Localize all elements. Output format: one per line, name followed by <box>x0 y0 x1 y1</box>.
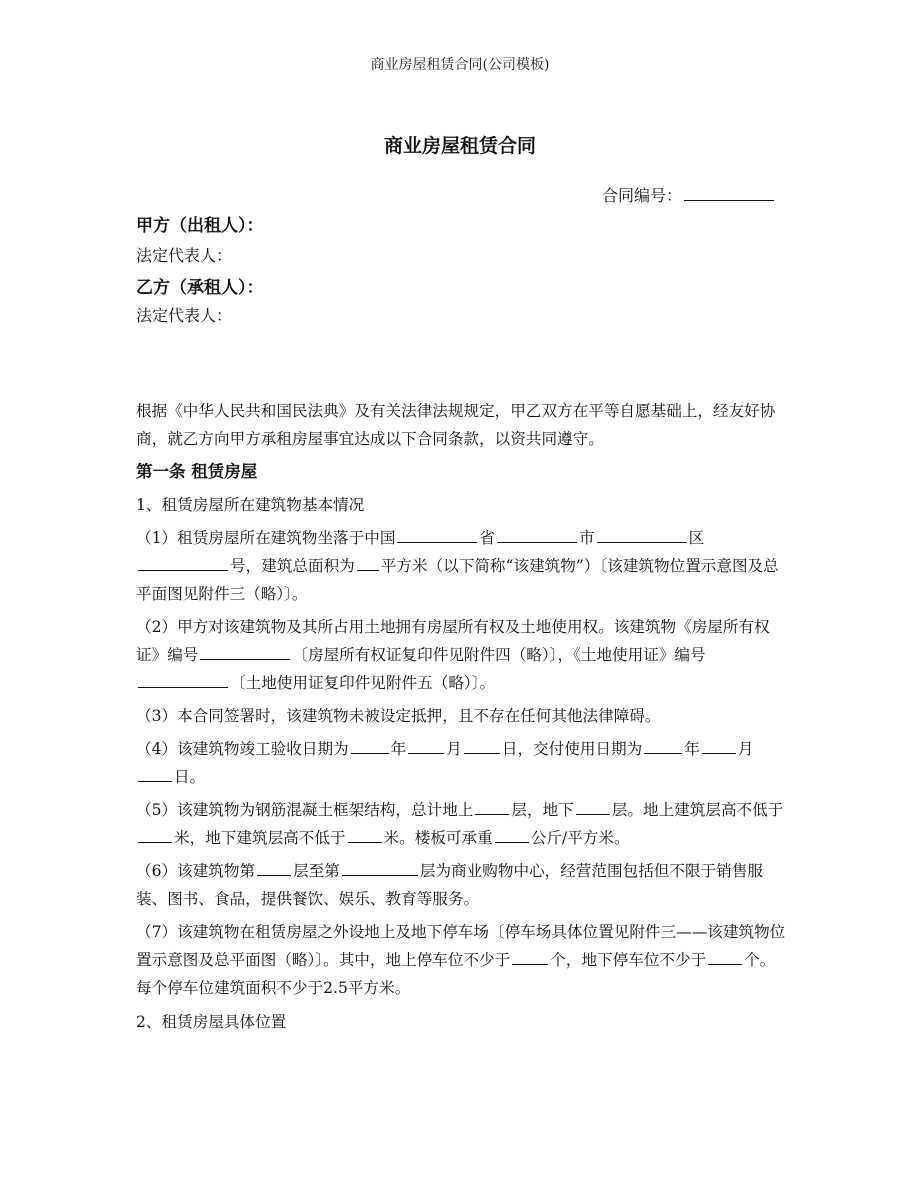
document-title: 商业房屋租赁合同 <box>383 135 536 157</box>
clause-6: （6）该建筑物第 层至第 层为商业购物中心，经营范围包括但不限于销售服装、图书、食品，提供餐饮、娱乐、教育等服务。 <box>136 857 786 913</box>
clause-7: （7）该建筑物在租赁房屋之外设地上及地下停车场〔停车场具体位置见附件三——该建筑物位置示意图及总平面图（略）〕。其中，地上停车位不少于 个，地下停车位不少于 个。每个停车位建筑面积不少于2.5平方米。 <box>136 923 786 997</box>
clause-5: （5）该建筑物为钢筋混凝土框架结构，总计地上 层，地下 层。地上建筑层高不低于米，地下建筑层高不低于 米。楼板可承重 公斤/平方米。 <box>136 796 786 852</box>
contract-body <box>136 397 786 1036</box>
party-b-rep: 法定代表人： <box>136 306 233 325</box>
article-1-heading: 第一条 租赁房屋 <box>136 462 258 481</box>
contract-number <box>602 183 776 206</box>
running-header: 商业房屋租赁合同(公司模板) <box>370 57 550 73</box>
clause-4: （4）该建筑物竣工验收日期为 年 月 日，交付使用日期为 年 月日。 <box>136 735 786 791</box>
clause-1: （1）租赁房屋所在建筑物坐落于中国 省 市 区号，建筑总面积为 平方米（以下简称“该建筑物”）〔该建筑物位置示意图及总平面图见附件三（略）〕。 <box>136 524 786 608</box>
intro-paragraph: 根据《中华人民共和国民法典》及有关法律法规规定，甲乙双方在平等自愿基础上，经友好协商，就乙方向甲方承租房屋事宜达成以下合同条款，以资共同遵守。 <box>136 402 776 448</box>
section-2-heading: 2、租赁房屋具体位置 <box>136 1013 287 1031</box>
party-a-rep: 法定代表人： <box>136 246 233 265</box>
clause-3: （3）本合同签署时，该建筑物未被设定抵押，且不存在任何其他法律障碍。 <box>136 707 661 725</box>
contract-number-label: 合同编号： <box>601 186 682 205</box>
party-b-label: 乙方（承租人）： <box>136 278 264 298</box>
section-1-heading: 1、租赁房屋所在建筑物基本情况 <box>136 496 365 514</box>
contract-number-blank <box>684 183 774 201</box>
party-a-label: 甲方（出租人）： <box>136 216 264 236</box>
clause-2: （2）甲方对该建筑物及其所占用土地拥有房屋所有权及土地使用权。该建筑物《房屋所有权证》编号 〔房屋所有权证复印件见附件四（略）〕，《土地使用证》编号〔土地使用证复印件见附件五（略）〕。 <box>136 618 770 692</box>
